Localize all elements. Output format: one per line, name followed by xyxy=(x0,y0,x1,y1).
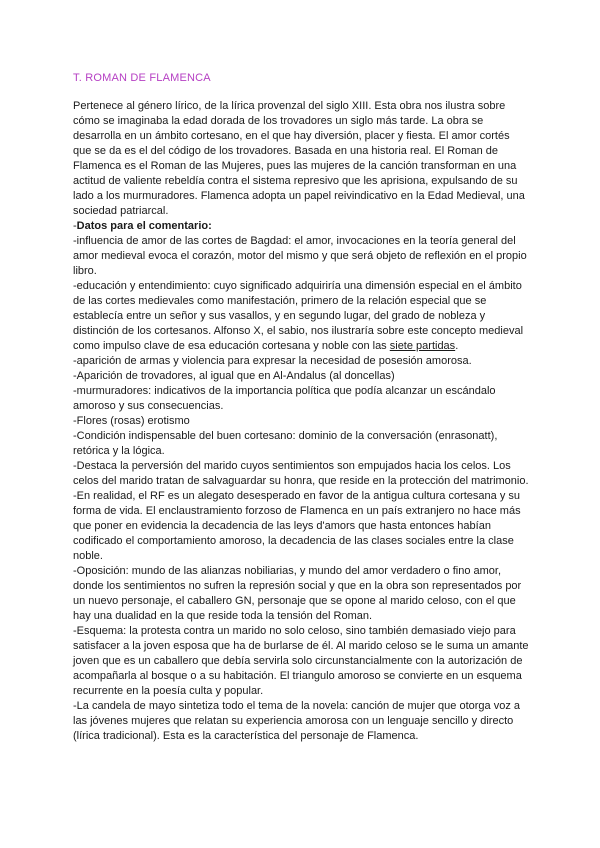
item-trovadores: -Aparición de trovadores, al igual que en Al-Andalus (al doncellas) xyxy=(73,370,395,382)
siete-partidas-link[interactable]: siete partidas xyxy=(389,340,456,352)
item-candela: -La candela de mayo sintetiza todo el tema de la novela: canción de mujer que otorga voz a las jóvenes mujeres que relatan su experiencia amorosa con un lenguaje sencillo y directo (lírica tradicional). Esta es la característica del personaje de Flamenca. xyxy=(73,700,520,742)
comment-heading: Datos para el comentario: xyxy=(76,220,212,232)
intro-paragraph: Pertenece al género lírico, de la lírica provenzal del siglo XIII. Esta obra nos ilustra sobre cómo se imaginaba la edad dorada de los trovadores un siglo más tarde. La obra se desarrolla en un ámbito cortesano, en el que hay diversión, placer y fiesta. El amor cortés que se da es el del código de los trovadores. Basada en una historia real. El Roman de Flamenca es el Roman de las Mujeres, pues las mujeres de la canción transforman en una actitud de valiente rebeldía contra el sistema represivo que les aprisiona, expulsando de su lado a los murmuradores. Flamenca adopta un papel reivindicativo en la Edad Medieval, una sociedad patriarcal. xyxy=(73,100,525,217)
document-body xyxy=(73,99,529,744)
item-oposicion: -Oposición: mundo de las alianzas nobiliarias, y mundo del amor verdadero o fino amor, donde los sentimientos no sufren la represión social y que en la obra son representados por un nuevo personaje, el caballero GN, personaje que se opone al marido celoso, con el que hay una dualidad en la que reside toda la tensión del Roman. xyxy=(73,565,522,622)
document-title: T. ROMAN DE FLAMENCA xyxy=(73,72,211,84)
item-educacion-text: -educación y entendimiento: cuyo significado adquiriría una dimensión especial en el ámbito de las cortes medievales como manifestación, primero de la relación especial que se establecía entre un señor y sus vasallos, y en segundo lugar, del grado de nobleza y distinción de los cortesanos. Alfonso X, el sabio, nos ilustraría sobre este concepto medieval como impulso clave de esa educación cortesana y noble con las xyxy=(73,280,524,352)
item-perversion: -Destaca la perversión del marido cuyos sentimientos son empujados hacia los celos. Los celos del marido tratan de salvaguardar su honra, que reside en la protección del matrimonio. xyxy=(73,460,529,487)
comment-heading-line xyxy=(73,219,529,234)
item-realidad: -En realidad, el RF es un alegato desesperado en favor de la antigua cultura cortesana y su forma de vida. El enclaustramiento forzoso de Flamenca en un país extranjero no hace más que poner en evidencia la decadencia de las leys d'amors que hasta entonces habían codificado el comportamiento amoroso, la decadencia de las clases sociales entre la clase noble. xyxy=(73,490,521,562)
item-armas: -aparición de armas y violencia para expresar la necesidad de posesión amorosa. xyxy=(73,355,472,367)
heading-prefix: - xyxy=(73,220,77,232)
item-educacion-end: . xyxy=(455,340,459,352)
item-murmuradores: -murmuradores: indicativos de la importancia política que podía alcanzar un escándalo amoroso y sus consecuencias. xyxy=(73,385,496,412)
item-influencia: -influencia de amor de las cortes de Bagdad: el amor, invocaciones en la teoría general del amor medieval evoca el corazón, motor del mismo y que será objeto de reflexión en el propio libro. xyxy=(73,235,527,277)
item-flores: -Flores (rosas) erotismo xyxy=(73,415,190,427)
item-educacion xyxy=(73,279,529,354)
item-esquema: -Esquema: la protesta contra un marido no solo celoso, sino también demasiado viejo para satisfacer a la joven esposa que ha de burlarse de él. Al marido celoso se le suma un amante joven que es un caballero que debía servirla solo circunstancialmente con la autorización de acompañarla al bosque o a su habitación. El triangulo amoroso se convierte en un esquema recurrente en la poesía culta y popular. xyxy=(73,625,529,697)
item-condicion: -Condición indispensable del buen cortesano: dominio de la conversación (enrasonatt), retórica y la lógica. xyxy=(73,430,498,457)
